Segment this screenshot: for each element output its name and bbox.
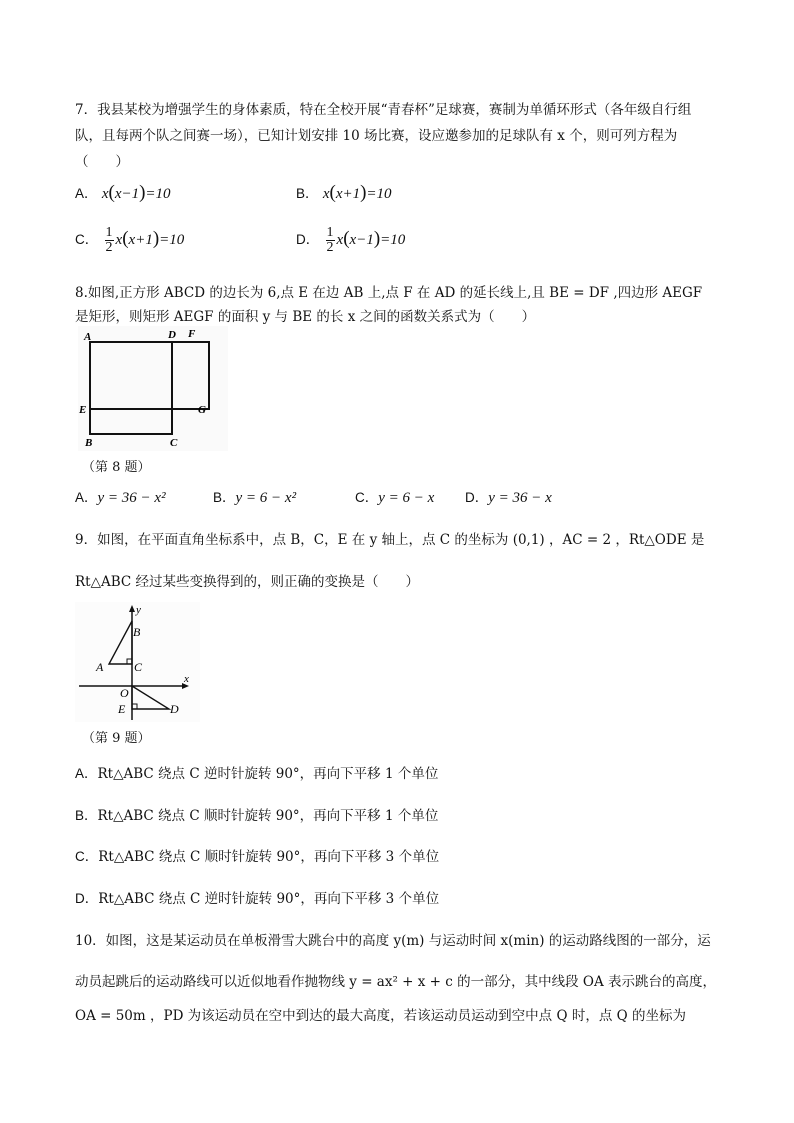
option-label: A．: [75, 766, 98, 781]
option-label: C．: [75, 232, 99, 247]
label-b: B: [133, 625, 141, 639]
fraction-one-half: $\frac{1}{2}$: [105, 225, 113, 255]
label-a: A: [84, 331, 92, 343]
option-label: B．: [75, 808, 98, 823]
q8-line2: 是矩形，则矩形 AEGF 的面积 y 与 BE 的长 x 之间的函数关系式为（ ）: [75, 309, 536, 325]
q9-line1: 9．如图，在平面直角坐标系中，点 B，C，E 在 y 轴上，点 C 的坐标为 (0,1) ，AC = 2 ，Rt△ODE 是: [75, 532, 705, 548]
q8-caption: （第 8 题）: [82, 460, 151, 475]
option-label: A．: [75, 490, 98, 505]
q9-option-c[interactable]: C．Rt△ABC 绕点 C 顺时针旋转 90°，再向下平移 3 个单位: [75, 849, 440, 865]
q10-line2: 动员起跳后的运动路线可以近似地看作抛物线 y = ax² + x + c 的一部分，其中线段 OA 表示跳台的高度，: [75, 974, 717, 990]
label-f: F: [188, 328, 196, 340]
q8-figure: [78, 326, 228, 451]
q7-line1: 7．我县某校为增强学生的身体素质，特在全校开展“青春杯”足球赛，赛制为单循环形式（各年级自行组: [75, 102, 692, 118]
label-b: B: [85, 437, 93, 449]
q9-option-a[interactable]: A．Rt△ABC 绕点 C 逆时针旋转 90°，再向下平移 1 个单位: [75, 766, 439, 782]
q9-option-b[interactable]: B．Rt△ABC 绕点 C 顺时针旋转 90°，再向下平移 1 个单位: [75, 808, 439, 824]
q9-figure: [75, 602, 200, 722]
option-label: C．: [75, 849, 99, 864]
q8-option-c[interactable]: C．y = 6 − x: [355, 490, 435, 506]
q7-option-a[interactable]: A． x(x−1)=10: [75, 182, 171, 203]
option-label: B．: [213, 490, 236, 505]
option-label: B．: [296, 186, 319, 201]
fraction-one-half: $\frac{1}{2}$: [326, 225, 334, 255]
q10-line3: OA = 50m ，PD 为该运动员在空中到达的最大高度，若该运动员运动到空中点 Q 时，点 Q 的坐标为: [75, 1008, 686, 1024]
q8-option-a[interactable]: A．y = 36 − x²: [75, 490, 166, 506]
q9-line2: Rt△ABC 经过某些变换得到的，则正确的变换是（ ）: [75, 574, 420, 590]
label-d: D: [170, 702, 179, 716]
q7-option-b[interactable]: B． x(x+1)=10: [296, 182, 392, 203]
q9-caption: （第 9 题）: [82, 731, 151, 746]
label-c: C: [170, 437, 178, 449]
q8-option-d[interactable]: D．y = 36 − x: [465, 490, 552, 506]
label-o: O: [120, 686, 129, 700]
option-label: D．: [75, 891, 99, 906]
option-label: D．: [296, 232, 320, 247]
label-g: G: [198, 404, 206, 416]
q10-line1: 10．如图，这是某运动员在单板滑雪大跳台中的高度 y(m) 与运动时间 x(min) 的运动路线图的一部分，运: [75, 933, 711, 949]
option-label: A．: [75, 186, 98, 201]
label-c: C: [134, 660, 143, 674]
q8-line1: 8.如图,正方形 ABCD 的边长为 6,点 E 在边 AB 上,点 F 在 AD 的延长线上,且 BE = DF ,四边形 AEGF: [75, 285, 703, 301]
label-e: E: [79, 404, 87, 416]
label-e: E: [118, 702, 126, 716]
q9-option-d[interactable]: D．Rt△ABC 绕点 C 逆时针旋转 90°，再向下平移 3 个单位: [75, 891, 440, 907]
q7-blank: （ ）: [75, 154, 129, 170]
label-y: y: [136, 604, 141, 616]
q8-option-b[interactable]: B．y = 6 − x²: [213, 490, 297, 506]
label-x: x: [184, 673, 189, 685]
option-label: D．: [465, 490, 489, 505]
label-d: D: [168, 329, 176, 341]
q7-option-c[interactable]: C． $\frac{1}{2}$ x(x+1)=10: [75, 225, 185, 255]
q7-line2: 队，且每两个队之间赛一场），已知计划安排 10 场比赛，设应邀参加的足球队有 x 个，则可列方程为: [75, 128, 678, 144]
option-label: C．: [355, 490, 379, 505]
label-a: A: [96, 660, 104, 674]
q7-option-d[interactable]: D． $\frac{1}{2}$ x(x−1)=10: [296, 225, 406, 255]
